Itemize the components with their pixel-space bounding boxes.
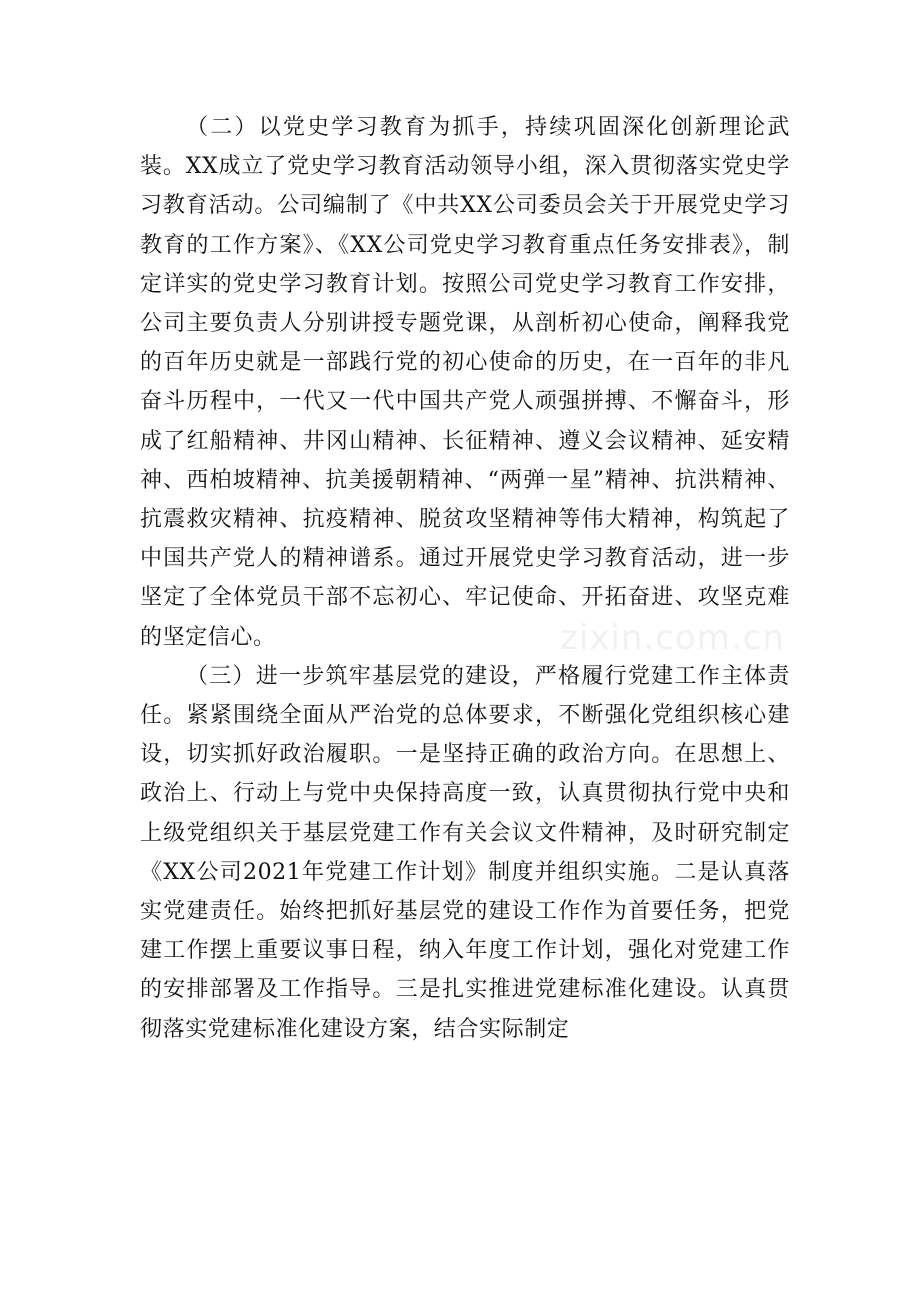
document-body — [140, 108, 790, 1049]
watermark: zixin.com.cn — [560, 618, 785, 658]
paragraph-2: （二）以党史学习教育为抓手，持续巩固深化创新理论武装。XX成立了党史学习教育活动领导小组，深入贯彻落实党史学习教育活动。公司编制了《中共XX公司委员会关于开展党史学习教育的工作方案》、《XX公司党史学习教育重点任务安排表》，制定详实的党史学习教育计划。按照公司党史学习教育工作安排，公司主要负责人分别讲授专题党课，从剖析初心使命，阐释我党的百年历史就是一部践行党的初心使命的历史，在一百年的非凡奋斗历程中，一代又一代中国共产党人顽强拼搏、不懈奋斗，形成了红船精神、井冈山精神、长征精神、遵义会议精神、延安精神、西柏坡精神、抗美援朝精神、“两弹一星”精神、抗洪精神、抗震救灾精神、抗疫精神、脱贫攻坚精神等伟大精神，构筑起了中国共产党人的精神谱系。通过开展党史学习教育活动，进一步坚定了全体党员干部不忘初心、牢记使命、开拓奋进、攻坚克难的坚定信心。 — [140, 115, 790, 650]
paragraph-3: （三）进一步筑牢基层党的建设，严格履行党建工作主体责任。紧紧围绕全面从严治党的总体要求，不断强化党组织核心建设，切实抓好政治履职。一是坚持正确的政治方向。在思想上、政治上、行动上与党中央保持高度一致，认真贯彻执行党中央和上级党组织关于基层党建工作有关会议文件精神，及时研究制定《XX公司2021年党建工作计划》制度并组织实施。二是认真落实党建责任。始终把抓好基层党的建设工作作为首要任务，把党建工作摆上重要议事日程，纳入年度工作计划，强化对党建工作的安排部署及工作指导。三是扎实推进党建标准化建设。认真贯彻落实党建标准化建设方案，结合实际制定 — [140, 663, 790, 1042]
